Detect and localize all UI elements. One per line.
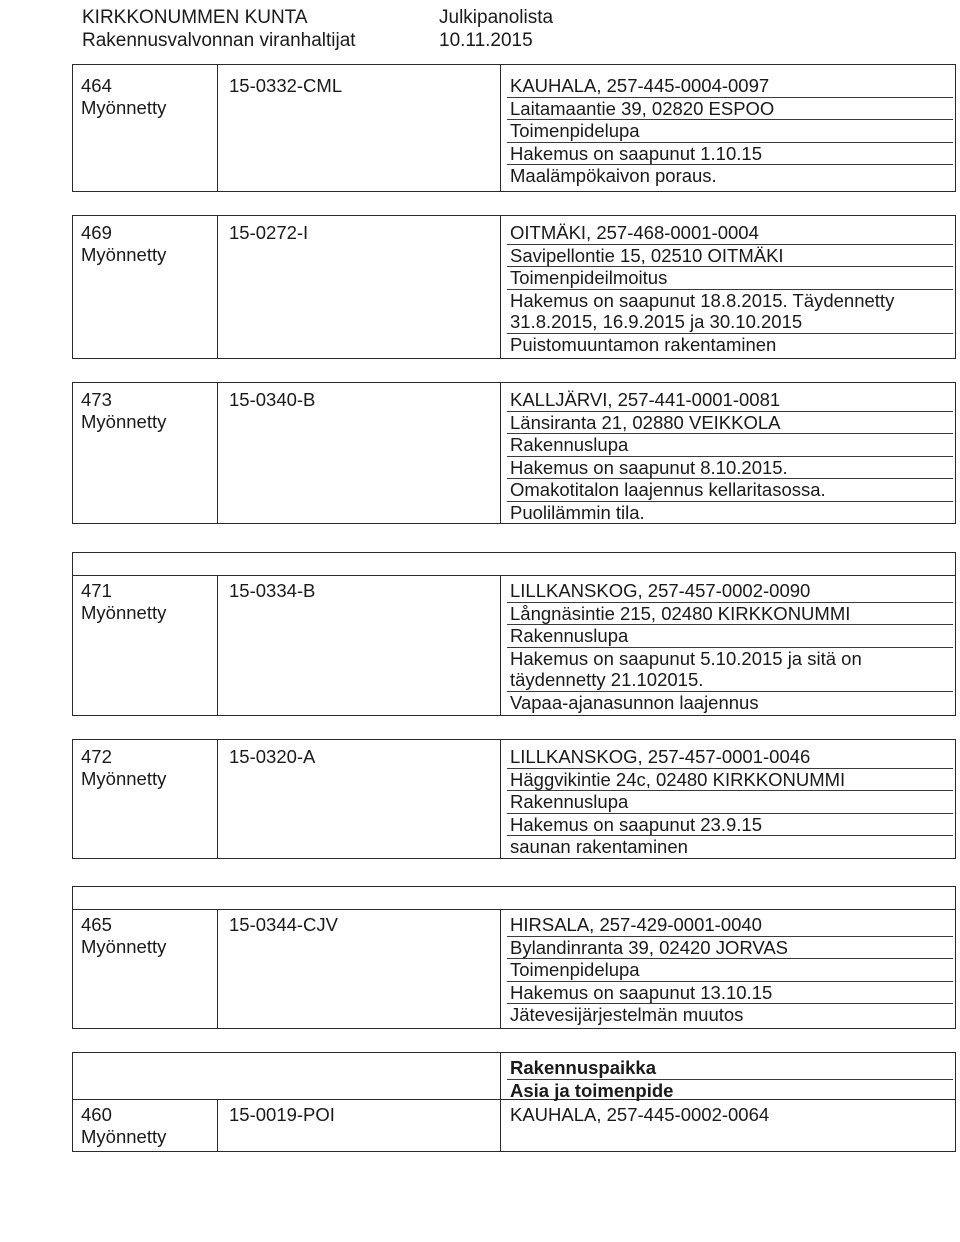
column-divider (500, 216, 501, 358)
entry-block (72, 886, 956, 1029)
detail-line: Puistomuuntamon rakentaminen (510, 333, 777, 355)
row-divider (73, 909, 955, 910)
detail-line: Hakemus on saapunut 1.10.15 (507, 143, 953, 166)
column-divider (217, 216, 218, 358)
entry-number-cell (81, 746, 166, 789)
detail-line: täydennetty 21.102015. (507, 669, 953, 692)
entry-number-cell (81, 914, 166, 957)
detail-line: Toimenpideilmoitus (507, 267, 953, 290)
entry-number-cell (81, 389, 166, 432)
detail-line: Hakemus on saapunut 23.9.15 (507, 814, 953, 837)
detail-line: LILLKANSKOG, 257-457-0001-0046 (507, 746, 953, 769)
list-title: Julkipanolista (439, 7, 554, 28)
entry-details (510, 389, 953, 523)
entry-block (72, 552, 956, 716)
heading-building-site: Rakennuspaikka (507, 1057, 953, 1080)
heading-matter-and-action: Asia ja toimenpide (510, 1079, 674, 1101)
header-right (439, 6, 739, 52)
entry-status: Myönnetty (81, 767, 167, 789)
column-divider (500, 575, 501, 715)
column-divider (500, 383, 501, 523)
column-divider (500, 909, 501, 1028)
entry-number-cell (81, 1104, 166, 1147)
column-divider (500, 1053, 501, 1151)
detail-line: Rakennuslupa (507, 625, 953, 648)
detail-line: Rakennuslupa (507, 791, 953, 814)
entry-number-cell (81, 222, 166, 265)
detail-line: Långnäsintie 215, 02480 KIRKKONUMMI (507, 603, 953, 626)
entry-details (510, 914, 953, 1026)
entry-block (72, 215, 956, 359)
detail-line: HIRSALA, 257-429-0001-0040 (507, 914, 953, 937)
entry-code: 15-0320-A (229, 746, 316, 767)
detail-line: Hakemus on saapunut 13.10.15 (507, 982, 953, 1005)
column-divider (217, 740, 218, 858)
column-divider (500, 65, 501, 191)
entry-number: 473 (81, 389, 112, 410)
entry-status: Myönnetty (81, 243, 167, 265)
detail-line: Jätevesijärjestelmän muutos (510, 1004, 744, 1025)
entry-number-cell (81, 580, 166, 623)
entry-code: 15-0332-CML (229, 75, 343, 96)
municipality-name: KIRKKONUMMEN KUNTA (82, 7, 308, 28)
header-left (82, 6, 442, 52)
detail-line: Häggvikintie 24c, 02480 KIRKKONUMMI (507, 769, 953, 792)
entry-code: 15-0334-B (229, 580, 316, 601)
entry-block (72, 1052, 956, 1152)
detail-line: Savipellontie 15, 02510 OITMÄKI (507, 245, 953, 268)
entry-number: 472 (81, 746, 112, 767)
detail-line: Puolilämmin tila. (510, 501, 645, 523)
entry-block (72, 64, 956, 192)
entry-code: 15-0344-CJV (229, 914, 339, 935)
entry-number: 464 (81, 75, 112, 96)
entry-status: Myönnetty (81, 410, 167, 432)
detail-line: Vapaa-ajanasunnon laajennus (510, 691, 759, 713)
entry-code: 15-0340-B (229, 389, 316, 410)
detail-line: Laitamaantie 39, 02820 ESPOO (507, 98, 953, 121)
detail-line: Omakotitalon laajennus kellaritasossa. (507, 479, 953, 502)
column-divider (217, 1099, 218, 1151)
entry-code: 15-0272-I (229, 222, 309, 243)
detail-line: Bylandinranta 39, 02420 JORVAS (507, 937, 953, 960)
entry-number: 469 (81, 222, 112, 243)
entry-details (510, 1104, 953, 1126)
detail-line: KAUHALA, 257-445-0004-0097 (507, 75, 953, 98)
column-divider (217, 65, 218, 191)
entry-number: 460 (81, 1104, 112, 1125)
entry-details (510, 746, 953, 858)
column-headings (510, 1057, 953, 1101)
column-divider (217, 383, 218, 523)
entry-number: 471 (81, 580, 112, 601)
row-divider (73, 575, 955, 576)
column-divider (217, 575, 218, 715)
entry-details (510, 75, 953, 187)
entry-status: Myönnetty (81, 96, 167, 118)
detail-line: Rakennuslupa (507, 434, 953, 457)
detail-line: LILLKANSKOG, 257-457-0002-0090 (507, 580, 953, 603)
detail-line: Toimenpidelupa (507, 120, 953, 143)
entry-number: 465 (81, 914, 112, 935)
detail-line: 31.8.2015, 16.9.2015 ja 30.10.2015 (507, 311, 953, 334)
detail-line: OITMÄKI, 257-468-0001-0004 (507, 222, 953, 245)
column-divider (500, 740, 501, 858)
detail-line: Länsiranta 21, 02880 VEIKKOLA (507, 412, 953, 435)
detail-line: KALLJÄRVI, 257-441-0001-0081 (507, 389, 953, 412)
column-divider (217, 909, 218, 1028)
entry-block (72, 382, 956, 524)
entry-number-cell (81, 75, 166, 118)
entry-block (72, 739, 956, 859)
entry-status: Myönnetty (81, 601, 167, 623)
detail-line: Toimenpidelupa (507, 959, 953, 982)
entry-details (510, 580, 953, 713)
department-name: Rakennusvalvonnan viranhaltijat (82, 30, 356, 51)
list-date: 10.11.2015 (439, 30, 533, 51)
detail-line: Maalämpökaivon poraus. (510, 165, 717, 186)
entry-status: Myönnetty (81, 1125, 167, 1147)
entry-code: 15-0019-POI (229, 1104, 335, 1125)
detail-line: Hakemus on saapunut 5.10.2015 ja sitä on (510, 647, 862, 669)
entry-details (510, 222, 953, 355)
entry-status: Myönnetty (81, 935, 167, 957)
detail-line: saunan rakentaminen (510, 836, 688, 857)
detail-line: Hakemus on saapunut 18.8.2015. Täydennetty (510, 289, 895, 311)
detail-line: KAUHALA, 257-445-0002-0064 (510, 1104, 770, 1125)
detail-line: Hakemus on saapunut 8.10.2015. (507, 457, 953, 480)
